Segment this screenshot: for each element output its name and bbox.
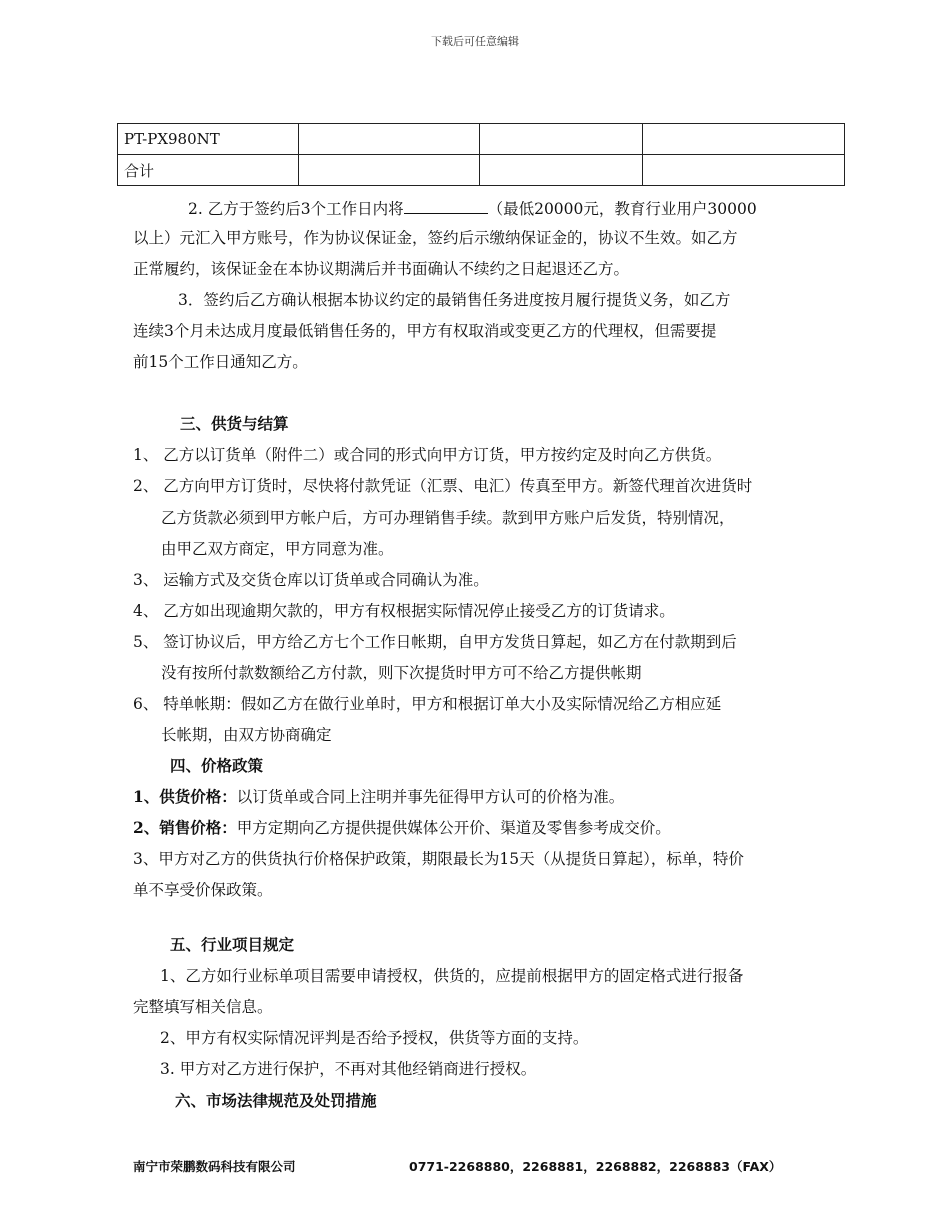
list-label: 1、供货价格： xyxy=(133,787,237,806)
list-item: 1、乙方如行业标单项目需要申请授权，供货的，应提前根据甲方的固定格式进行报备 xyxy=(160,967,744,985)
list-item: 1、 乙方以订货单（附件二）或合同的形式向甲方订货，甲方按约定及时向乙方供货。 xyxy=(133,446,722,464)
list-item xyxy=(133,787,624,807)
paragraph-3-line-1: 3．签约后乙方确认根据本协议约定的最销售任务进度按月履行提货义务，如乙方 xyxy=(178,291,731,309)
table-cell: PT-PX980NT xyxy=(118,124,299,155)
list-label: 2、销售价格： xyxy=(133,818,237,837)
list-item: 2、 乙方向甲方订货时，尽快将付款凭证（汇票、电汇）传真至甲方。新签代理首次进货时 xyxy=(133,477,753,495)
list-item: 4、 乙方如出现逾期欠款的，甲方有权根据实际情况停止接受乙方的订货请求。 xyxy=(133,602,675,620)
section-5-heading: 五、行业项目规定 xyxy=(170,935,295,954)
product-table xyxy=(117,123,845,186)
table-cell xyxy=(643,124,845,155)
list-item: 5、 签订协议后，甲方给乙方七个工作日帐期，自甲方发货日算起，如乙方在付款期到后 xyxy=(133,633,737,651)
list-item-continuation: 完整填写相关信息。 xyxy=(133,998,273,1016)
table-cell xyxy=(299,124,480,155)
paragraph-3-line-2: 连续3个月未达成月度最低销售任务的，甲方有权取消或变更乙方的代理权，但需要提 xyxy=(133,322,717,340)
table-cell xyxy=(480,124,643,155)
section-4-heading: 四、价格政策 xyxy=(170,756,264,775)
fill-in-blank xyxy=(404,197,488,214)
footer-phones: 0771-2268880，2268881，2268882，2268883（FAX） xyxy=(409,1159,782,1174)
text: （最低20000元，教育行业用户30000 xyxy=(487,200,757,218)
table-row xyxy=(118,155,845,186)
paragraph-2-line-2: 以上）元汇入甲方账号，作为协议保证金，签约后示缴纳保证金的，协议不生效。如乙方 xyxy=(133,229,738,247)
list-item-continuation: 没有按所付款数额给乙方付款，则下次提货时甲方可不给乙方提供帐期 xyxy=(161,664,642,682)
footer-company: 南宁市荣鹏数码科技有限公司 xyxy=(133,1159,296,1174)
table-cell xyxy=(480,155,643,186)
header-note: 下载后可任意编辑 xyxy=(431,35,519,48)
list-item: 2、甲方有权实际情况评判是否给予授权，供货等方面的支持。 xyxy=(160,1029,589,1047)
table-cell xyxy=(299,155,480,186)
list-item-continuation: 单不享受价保政策。 xyxy=(133,881,273,899)
table-cell: 合计 xyxy=(118,155,299,186)
list-item xyxy=(133,818,671,838)
paragraph-2-line-3: 正常履约，该保证金在本协议期满后并书面确认不续约之日起退还乙方。 xyxy=(133,260,630,278)
list-item-continuation: 乙方货款必须到甲方帐户后，方可办理销售手续。款到甲方账户后发货，特别情况， xyxy=(161,509,735,527)
paragraph-2-line-1 xyxy=(188,197,757,219)
footer xyxy=(133,1157,781,1175)
list-item-continuation: 长帐期，由双方协商确定 xyxy=(161,726,332,744)
list-item: 3. 甲方对乙方进行保护，不再对其他经销商进行授权。 xyxy=(160,1060,537,1078)
text: 以订货单或合同上注明并事先征得甲方认可的价格为准。 xyxy=(236,788,625,806)
text: 甲方定期向乙方提供提供媒体公开价、渠道及零售参考成交价。 xyxy=(236,819,671,837)
table-row xyxy=(118,124,845,155)
list-item: 6、 特单帐期：假如乙方在做行业单时，甲方和根据订单大小及实际情况给乙方相应延 xyxy=(133,695,722,713)
list-item: 3、 运输方式及交货仓库以订货单或合同确认为准。 xyxy=(133,571,489,589)
list-item: 3、甲方对乙方的供货执行价格保护政策，期限最长为15天（从提货日算起），标单，特价 xyxy=(133,850,744,868)
text: 2. 乙方于签约后3个工作日内将 xyxy=(188,200,404,218)
section-3-heading: 三、供货与结算 xyxy=(180,414,289,433)
paragraph-3-line-3: 前15个工作日通知乙方。 xyxy=(133,353,308,371)
table-cell xyxy=(643,155,845,186)
section-6-heading: 六、市场法律规范及处罚措施 xyxy=(175,1091,377,1110)
list-item-continuation: 由甲乙双方商定，甲方同意为准。 xyxy=(161,540,394,558)
